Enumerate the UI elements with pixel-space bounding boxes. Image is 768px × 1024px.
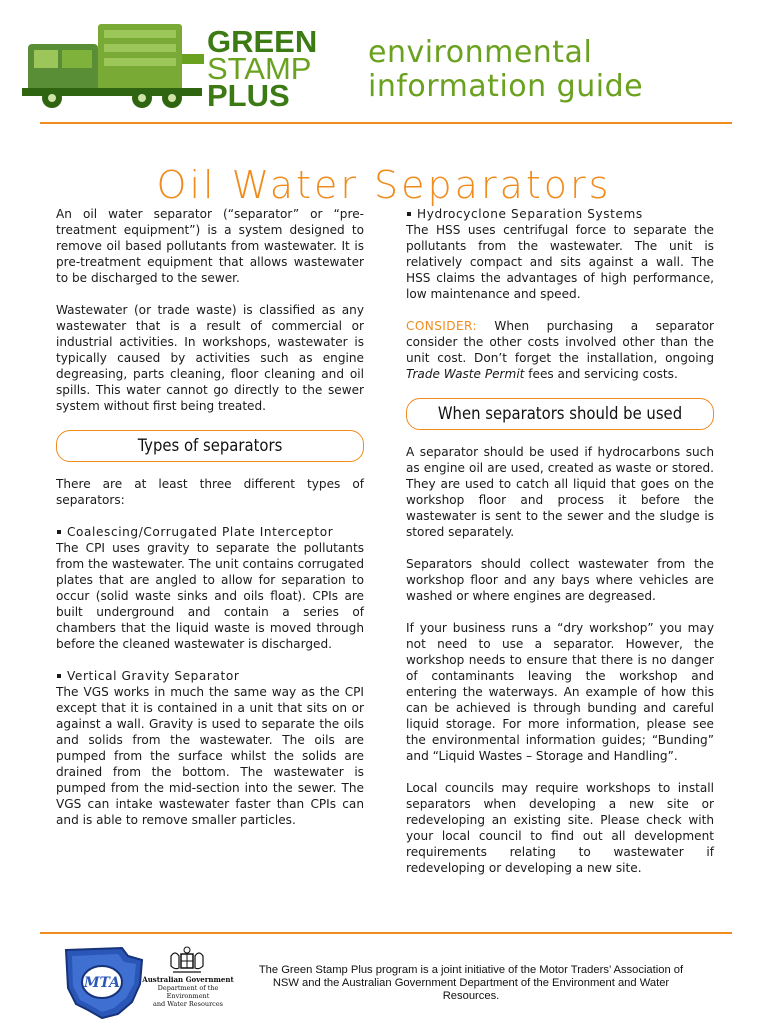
vgs-heading-label: Vertical Gravity Separator <box>67 669 240 683</box>
brand-line-plus: PLUS <box>207 78 290 113</box>
program-statement: The Green Stamp Plus program is a joint initiative of the Motor Traders’ Association of NSW and the Australian Government Department of the Environment and Water Resources. <box>258 964 684 1002</box>
consider-text-a: When purchasing a separator consider the other costs involved other than the unit cost. Don’t forget the installation, ongoing <box>406 319 714 365</box>
govt-department-label <box>140 976 236 1008</box>
footer-divider <box>40 932 732 934</box>
bullet-icon <box>57 674 61 678</box>
hss-heading-label: Hydrocyclone Separation Systems <box>417 207 643 221</box>
vgs-heading <box>56 668 364 684</box>
vgs-body: The VGS works in much the same way as the CPI except that it is contained in a unit that sits on or against a wall. Gravity is used to separate the oils and solids from the wastewater. The oils are pumped from the surface whilst the solids are drained from the bottom. The wastewater is pumped from the mid-section into the sewer. The VGS can intake wastewater faster than CPIs can and is able to remove smaller particles. <box>56 685 364 827</box>
mta-logo-text: MTA <box>83 975 121 991</box>
cpi-heading-label: Coalescing/Corrugated Plate Interceptor <box>67 525 334 539</box>
bullet-icon <box>57 530 61 534</box>
types-intro: There are at least three different types of separators: <box>56 477 364 507</box>
consider-label: CONSIDER: <box>406 319 477 333</box>
page-footer <box>0 936 768 1024</box>
when-paragraph-2: Separators should collect wastewater from the workshop floor and any bays where vehicles are washed or where engines are degreased. <box>406 557 714 603</box>
govt-department-line1: Department of the Environment <box>157 984 219 1000</box>
govt-name: Australian Government <box>142 975 234 984</box>
page-header <box>0 0 768 125</box>
mta-nsw-logo-icon <box>62 944 146 1022</box>
when-paragraph-4: Local councils may require workshops to install separators when developing a new site or redeveloping an existing site. Please check with your local council to find out all development requirements relating to wastewater if redeveloping or developing a new site. <box>406 781 714 875</box>
left-column <box>56 206 364 844</box>
brand-line-stamp: STAMP <box>207 51 312 86</box>
page-title: Oil Water Separators <box>156 163 612 208</box>
header-divider <box>40 122 732 124</box>
section-heading-types <box>56 430 364 462</box>
guide-line-information: information guide <box>368 69 644 104</box>
consider-text-b: fees and servicing costs. <box>524 367 678 381</box>
cpi-heading <box>56 524 364 540</box>
cpi-body: The CPI uses gravity to separate the pollutants from the wastewater. The unit contains corrugated plates that are angled to allow for separation to occur (solid waste sinks and oils float). CPIs are built underground and contain a series of chambers that the liquid waste is moved through before the cleaned wastewater is discharged. <box>56 541 364 651</box>
coat-of-arms-icon <box>167 946 207 976</box>
brand-wordmark <box>207 24 318 113</box>
hss-heading <box>406 206 714 222</box>
guide-line-environmental: environmental <box>368 35 593 70</box>
section-heading-when <box>406 398 714 430</box>
when-paragraph-3: If your business runs a “dry workshop” you may not need to use a separator. However, the workshop needs to ensure that there is no danger of contaminants leaving the workshop and entering the waterways. An example of how this can be achieved is through bunding and careful liquid storage. For more information, please see the environmental information guides; “Bunding” and “Liquid Wastes – Storage and Handling”. <box>406 621 714 763</box>
consider-callout <box>406 318 714 382</box>
when-paragraph-1: A separator should be used if hydrocarbons such as engine oil are used, created as waste or stored. They are used to catch all liquid that goes on the workshop floor and process it before the wastewater is sent to the sewer and the sludge is stored separately. <box>406 445 714 539</box>
section-heading-when-label: When separators should be used <box>437 404 683 423</box>
right-column <box>406 206 714 892</box>
consider-text-italic: Trade Waste Permit <box>406 367 525 381</box>
bullet-icon <box>407 212 411 216</box>
brand-line-green: GREEN <box>207 24 318 59</box>
hss-body: The HSS uses centrifugal force to separate the pollutants from the wastewater. The unit is relatively compact and sits against a wall. The HSS claims the advantages of high performance, low maintenance and speed. <box>406 223 714 301</box>
truck-logo-icon <box>22 14 212 114</box>
intro-paragraph-1: An oil water separator (“separator” or “pre-treatment equipment”) is a system designed to remove oil based pollutants from wastewater. It is pre-treatment equipment that allows wastewater to be discharged to the sewer. <box>56 207 364 285</box>
intro-paragraph-2: Wastewater (or trade waste) is classified as any wastewater that is a result of commercial or industrial activities. In workshops, wastewater is typically caused by activities such as engine degreasing, parts cleaning, floor cleaning and oil spills. This water cannot go directly to the sewer system without first being treated. <box>56 303 364 413</box>
section-heading-types-label: Types of separators <box>137 436 283 455</box>
guide-wordmark <box>368 36 643 104</box>
govt-department-line2: and Water Resources <box>152 1000 224 1008</box>
